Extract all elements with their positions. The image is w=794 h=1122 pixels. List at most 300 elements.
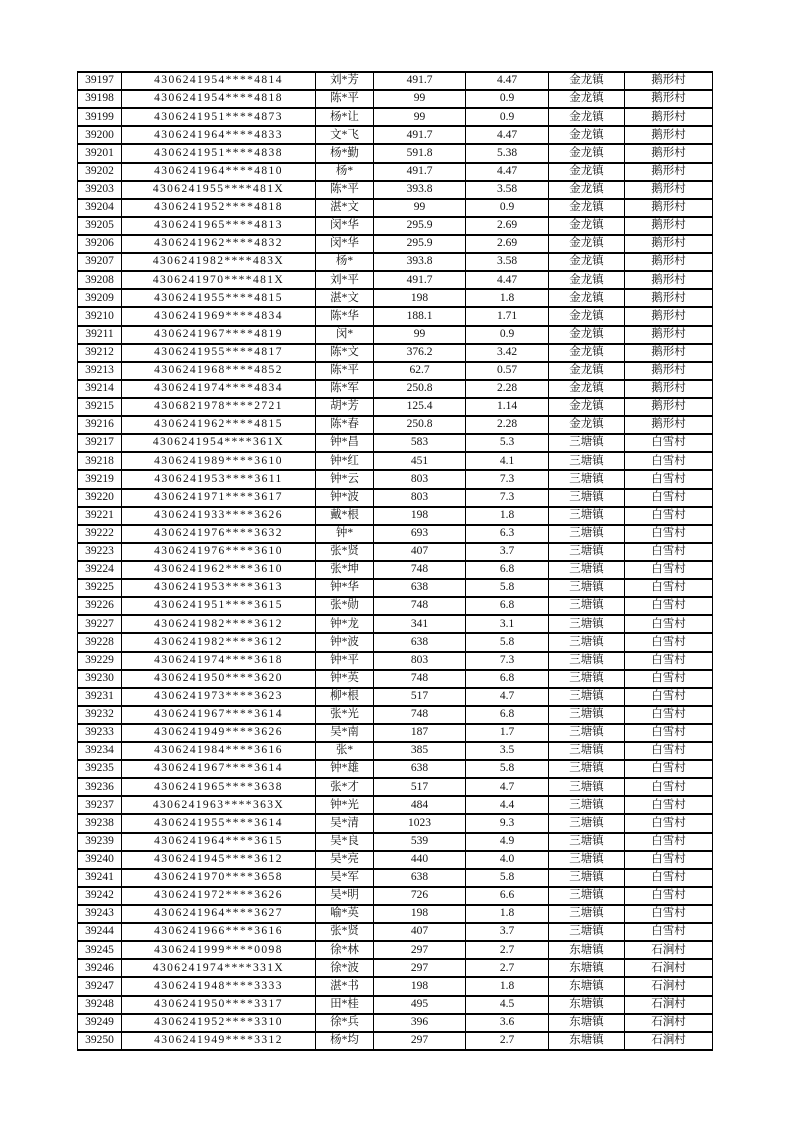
table-row (78, 670, 713, 688)
town-cell: 三塘镇 (549, 597, 625, 615)
town-cell: 东塘镇 (549, 959, 625, 977)
table-row (78, 851, 713, 869)
town-cell: 金龙镇 (549, 181, 625, 199)
table-row (78, 833, 713, 851)
seq-cell: 39228 (78, 633, 122, 651)
id-number-cell: 4306241955****4815 (122, 289, 316, 307)
name-cell: 吴*清 (316, 814, 374, 832)
amount-cell: 99 (374, 326, 466, 344)
name-cell: 张*才 (316, 778, 374, 796)
seq-cell: 39246 (78, 959, 122, 977)
village-cell: 鹅形村 (625, 253, 713, 271)
area-cell: 4.5 (466, 996, 549, 1014)
area-cell: 6.3 (466, 525, 549, 543)
table-row (78, 724, 713, 742)
name-cell: 田*桂 (316, 996, 374, 1014)
amount-cell: 125.4 (374, 398, 466, 416)
seq-cell: 39233 (78, 724, 122, 742)
seq-cell: 39199 (78, 108, 122, 126)
name-cell: 徐*兵 (316, 1014, 374, 1032)
area-cell: 3.58 (466, 253, 549, 271)
name-cell: 吴*南 (316, 724, 374, 742)
table-row (78, 507, 713, 525)
amount-cell: 295.9 (374, 217, 466, 235)
amount-cell: 803 (374, 489, 466, 507)
town-cell: 金龙镇 (549, 344, 625, 362)
village-cell: 白雪村 (625, 543, 713, 561)
amount-cell: 297 (374, 1032, 466, 1050)
village-cell: 鹅形村 (625, 181, 713, 199)
amount-cell: 638 (374, 869, 466, 887)
village-cell: 鹅形村 (625, 380, 713, 398)
table-row (78, 597, 713, 615)
village-cell: 白雪村 (625, 887, 713, 905)
name-cell: 钟*英 (316, 670, 374, 688)
area-cell: 4.47 (466, 72, 549, 90)
village-cell: 鹅形村 (625, 344, 713, 362)
village-cell: 石涧村 (625, 941, 713, 959)
seq-cell: 39215 (78, 398, 122, 416)
village-cell: 石涧村 (625, 1014, 713, 1032)
table-row (78, 688, 713, 706)
table-row (78, 1014, 713, 1032)
table-row (78, 796, 713, 814)
seq-cell: 39222 (78, 525, 122, 543)
seq-cell: 39204 (78, 199, 122, 217)
id-number-cell: 4306241971****3617 (122, 489, 316, 507)
seq-cell: 39236 (78, 778, 122, 796)
id-number-cell: 4306241955****4817 (122, 344, 316, 362)
town-cell: 金龙镇 (549, 289, 625, 307)
id-number-cell: 4306241982****3612 (122, 633, 316, 651)
village-cell: 石涧村 (625, 959, 713, 977)
name-cell: 吴*明 (316, 887, 374, 905)
table-row (78, 344, 713, 362)
table-row (78, 452, 713, 470)
amount-cell: 517 (374, 778, 466, 796)
area-cell: 7.3 (466, 652, 549, 670)
table-row (78, 144, 713, 162)
village-cell: 白雪村 (625, 905, 713, 923)
amount-cell: 341 (374, 615, 466, 633)
town-cell: 三塘镇 (549, 543, 625, 561)
id-number-cell: 4306241970****3658 (122, 869, 316, 887)
name-cell: 闵* (316, 326, 374, 344)
village-cell: 白雪村 (625, 633, 713, 651)
table-row (78, 869, 713, 887)
name-cell: 钟*昌 (316, 434, 374, 452)
table-row (78, 416, 713, 434)
name-cell: 钟*波 (316, 633, 374, 651)
name-cell: 刘*芳 (316, 72, 374, 90)
name-cell: 钟*波 (316, 489, 374, 507)
name-cell: 戴*根 (316, 507, 374, 525)
table-row (78, 90, 713, 108)
id-number-cell: 4306241962****4832 (122, 235, 316, 253)
table-row (78, 253, 713, 271)
area-cell: 4.7 (466, 778, 549, 796)
village-cell: 白雪村 (625, 724, 713, 742)
id-number-cell: 4306241954****4818 (122, 90, 316, 108)
id-number-cell: 4306241949****3312 (122, 1032, 316, 1050)
amount-cell: 1023 (374, 814, 466, 832)
amount-cell: 517 (374, 688, 466, 706)
village-cell: 白雪村 (625, 796, 713, 814)
town-cell: 三塘镇 (549, 778, 625, 796)
amount-cell: 385 (374, 742, 466, 760)
town-cell: 金龙镇 (549, 144, 625, 162)
town-cell: 金龙镇 (549, 307, 625, 325)
name-cell: 陈*军 (316, 380, 374, 398)
seq-cell: 39197 (78, 72, 122, 90)
area-cell: 3.5 (466, 742, 549, 760)
amount-cell: 295.9 (374, 235, 466, 253)
village-cell: 白雪村 (625, 470, 713, 488)
village-cell: 白雪村 (625, 561, 713, 579)
amount-cell: 407 (374, 543, 466, 561)
name-cell: 吴*亮 (316, 851, 374, 869)
id-number-cell: 4306241982****3612 (122, 615, 316, 633)
id-number-cell: 4306241965****4813 (122, 217, 316, 235)
table-row (78, 108, 713, 126)
name-cell: 钟*光 (316, 796, 374, 814)
id-number-cell: 4306241964****4833 (122, 126, 316, 144)
seq-cell: 39242 (78, 887, 122, 905)
town-cell: 三塘镇 (549, 579, 625, 597)
name-cell: 吴*军 (316, 869, 374, 887)
seq-cell: 39210 (78, 307, 122, 325)
area-cell: 5.8 (466, 633, 549, 651)
area-cell: 1.8 (466, 977, 549, 995)
name-cell: 文*飞 (316, 126, 374, 144)
id-number-cell: 4306241952****3310 (122, 1014, 316, 1032)
table-row (78, 652, 713, 670)
id-number-cell: 4306241974****4834 (122, 380, 316, 398)
village-cell: 白雪村 (625, 579, 713, 597)
seq-cell: 39227 (78, 615, 122, 633)
table-row (78, 923, 713, 941)
area-cell: 3.58 (466, 181, 549, 199)
town-cell: 三塘镇 (549, 742, 625, 760)
id-number-cell: 4306241955****481X (122, 181, 316, 199)
seq-cell: 39225 (78, 579, 122, 597)
village-cell: 鹅形村 (625, 72, 713, 90)
id-number-cell: 4306241969****4834 (122, 307, 316, 325)
amount-cell: 638 (374, 579, 466, 597)
name-cell: 杨*勤 (316, 144, 374, 162)
table-row (78, 217, 713, 235)
village-cell: 白雪村 (625, 778, 713, 796)
name-cell: 陈*文 (316, 344, 374, 362)
name-cell: 张*坤 (316, 561, 374, 579)
name-cell: 陈*春 (316, 416, 374, 434)
id-number-cell: 4306241962****3610 (122, 561, 316, 579)
amount-cell: 451 (374, 452, 466, 470)
id-number-cell: 4306241973****3623 (122, 688, 316, 706)
town-cell: 金龙镇 (549, 416, 625, 434)
table-row (78, 706, 713, 724)
amount-cell: 187 (374, 724, 466, 742)
id-number-cell: 4306241953****3611 (122, 470, 316, 488)
village-cell: 鹅形村 (625, 235, 713, 253)
amount-cell: 748 (374, 597, 466, 615)
seq-cell: 39212 (78, 344, 122, 362)
table-row (78, 525, 713, 543)
area-cell: 1.8 (466, 289, 549, 307)
table-row (78, 489, 713, 507)
amount-cell: 198 (374, 507, 466, 525)
table-row (78, 126, 713, 144)
id-number-cell: 4306241964****3615 (122, 833, 316, 851)
area-cell: 5.3 (466, 434, 549, 452)
village-cell: 白雪村 (625, 706, 713, 724)
id-number-cell: 4306241955****3614 (122, 814, 316, 832)
seq-cell: 39240 (78, 851, 122, 869)
table-row (78, 199, 713, 217)
town-cell: 东塘镇 (549, 996, 625, 1014)
amount-cell: 376.2 (374, 344, 466, 362)
seq-cell: 39202 (78, 163, 122, 181)
amount-cell: 491.7 (374, 271, 466, 289)
seq-cell: 39214 (78, 380, 122, 398)
name-cell: 胡*芳 (316, 398, 374, 416)
village-cell: 白雪村 (625, 869, 713, 887)
name-cell: 闵*华 (316, 217, 374, 235)
id-number-cell: 4306241962****4815 (122, 416, 316, 434)
seq-cell: 39243 (78, 905, 122, 923)
area-cell: 3.42 (466, 344, 549, 362)
village-cell: 白雪村 (625, 652, 713, 670)
town-cell: 三塘镇 (549, 561, 625, 579)
id-number-cell: 4306241967****3614 (122, 706, 316, 724)
name-cell: 钟* (316, 525, 374, 543)
village-cell: 白雪村 (625, 452, 713, 470)
village-cell: 鹅形村 (625, 271, 713, 289)
id-number-cell: 4306241951****3615 (122, 597, 316, 615)
area-cell: 3.7 (466, 923, 549, 941)
amount-cell: 539 (374, 833, 466, 851)
area-cell: 0.57 (466, 362, 549, 380)
id-number-cell: 4306241949****3626 (122, 724, 316, 742)
town-cell: 三塘镇 (549, 489, 625, 507)
name-cell: 陈*平 (316, 362, 374, 380)
table-row (78, 579, 713, 597)
area-cell: 6.8 (466, 706, 549, 724)
seq-cell: 39234 (78, 742, 122, 760)
area-cell: 4.47 (466, 271, 549, 289)
amount-cell: 393.8 (374, 253, 466, 271)
amount-cell: 250.8 (374, 416, 466, 434)
name-cell: 张* (316, 742, 374, 760)
village-cell: 鹅形村 (625, 326, 713, 344)
village-cell: 白雪村 (625, 670, 713, 688)
area-cell: 2.7 (466, 941, 549, 959)
id-number-cell: 4306241989****3610 (122, 452, 316, 470)
town-cell: 金龙镇 (549, 90, 625, 108)
amount-cell: 393.8 (374, 181, 466, 199)
table-row (78, 543, 713, 561)
id-number-cell: 4306241945****3612 (122, 851, 316, 869)
amount-cell: 62.7 (374, 362, 466, 380)
village-cell: 白雪村 (625, 742, 713, 760)
seq-cell: 39250 (78, 1032, 122, 1050)
area-cell: 3.7 (466, 543, 549, 561)
id-number-cell: 4306241976****3632 (122, 525, 316, 543)
amount-cell: 188.1 (374, 307, 466, 325)
village-cell: 鹅形村 (625, 90, 713, 108)
seq-cell: 39224 (78, 561, 122, 579)
amount-cell: 748 (374, 706, 466, 724)
seq-cell: 39235 (78, 760, 122, 778)
amount-cell: 638 (374, 760, 466, 778)
table-row (78, 398, 713, 416)
village-cell: 白雪村 (625, 597, 713, 615)
name-cell: 杨* (316, 253, 374, 271)
table-row (78, 742, 713, 760)
table-row (78, 235, 713, 253)
id-number-cell: 4306241963****363X (122, 796, 316, 814)
name-cell: 陈*平 (316, 181, 374, 199)
area-cell: 5.38 (466, 144, 549, 162)
id-number-cell: 4306241954****4814 (122, 72, 316, 90)
id-number-cell: 4306241964****3627 (122, 905, 316, 923)
seq-cell: 39232 (78, 706, 122, 724)
village-cell: 鹅形村 (625, 108, 713, 126)
table-row (78, 434, 713, 452)
id-number-cell: 4306241950****3317 (122, 996, 316, 1014)
area-cell: 2.28 (466, 380, 549, 398)
id-number-cell: 4306821978****2721 (122, 398, 316, 416)
area-cell: 1.8 (466, 905, 549, 923)
table-row (78, 814, 713, 832)
village-cell: 鹅形村 (625, 163, 713, 181)
table-row (78, 163, 713, 181)
town-cell: 三塘镇 (549, 452, 625, 470)
amount-cell: 591.8 (374, 144, 466, 162)
seq-cell: 39205 (78, 217, 122, 235)
amount-cell: 99 (374, 108, 466, 126)
seq-cell: 39226 (78, 597, 122, 615)
amount-cell: 803 (374, 470, 466, 488)
name-cell: 陈*华 (316, 307, 374, 325)
name-cell: 柳*根 (316, 688, 374, 706)
name-cell: 张*贤 (316, 923, 374, 941)
id-number-cell: 4306241976****3610 (122, 543, 316, 561)
town-cell: 三塘镇 (549, 652, 625, 670)
village-cell: 白雪村 (625, 851, 713, 869)
village-cell: 白雪村 (625, 489, 713, 507)
table-row (78, 289, 713, 307)
seq-cell: 39201 (78, 144, 122, 162)
id-number-cell: 4306241964****4810 (122, 163, 316, 181)
amount-cell: 198 (374, 289, 466, 307)
town-cell: 三塘镇 (549, 688, 625, 706)
id-number-cell: 4306241999****0098 (122, 941, 316, 959)
table-row (78, 470, 713, 488)
town-cell: 三塘镇 (549, 706, 625, 724)
id-number-cell: 4306241953****3613 (122, 579, 316, 597)
table-row (78, 905, 713, 923)
name-cell: 钟*红 (316, 452, 374, 470)
town-cell: 三塘镇 (549, 869, 625, 887)
village-cell: 白雪村 (625, 833, 713, 851)
town-cell: 金龙镇 (549, 380, 625, 398)
name-cell: 钟*雄 (316, 760, 374, 778)
name-cell: 钟*龙 (316, 615, 374, 633)
seq-cell: 39200 (78, 126, 122, 144)
id-number-cell: 4306241966****3616 (122, 923, 316, 941)
seq-cell: 39241 (78, 869, 122, 887)
name-cell: 钟*华 (316, 579, 374, 597)
name-cell: 徐*波 (316, 959, 374, 977)
amount-cell: 726 (374, 887, 466, 905)
table-row (78, 615, 713, 633)
village-cell: 白雪村 (625, 525, 713, 543)
seq-cell: 39211 (78, 326, 122, 344)
town-cell: 金龙镇 (549, 217, 625, 235)
area-cell: 2.69 (466, 217, 549, 235)
name-cell: 杨* (316, 163, 374, 181)
amount-cell: 99 (374, 199, 466, 217)
seq-cell: 39206 (78, 235, 122, 253)
town-cell: 三塘镇 (549, 833, 625, 851)
area-cell: 6.8 (466, 597, 549, 615)
town-cell: 金龙镇 (549, 271, 625, 289)
area-cell: 3.6 (466, 1014, 549, 1032)
id-number-cell: 4306241968****4852 (122, 362, 316, 380)
id-number-cell: 4306241933****3626 (122, 507, 316, 525)
area-cell: 6.8 (466, 561, 549, 579)
table-row (78, 561, 713, 579)
name-cell: 张*光 (316, 706, 374, 724)
seq-cell: 39249 (78, 1014, 122, 1032)
seq-cell: 39209 (78, 289, 122, 307)
town-cell: 三塘镇 (549, 525, 625, 543)
area-cell: 1.8 (466, 507, 549, 525)
seq-cell: 39230 (78, 670, 122, 688)
area-cell: 2.7 (466, 959, 549, 977)
area-cell: 6.8 (466, 670, 549, 688)
amount-cell: 748 (374, 561, 466, 579)
seq-cell: 39218 (78, 452, 122, 470)
area-cell: 1.7 (466, 724, 549, 742)
records-table-body (78, 72, 713, 1050)
name-cell: 吴*良 (316, 833, 374, 851)
table-row (78, 887, 713, 905)
table-row (78, 996, 713, 1014)
id-number-cell: 4306241967****3614 (122, 760, 316, 778)
area-cell: 4.7 (466, 688, 549, 706)
area-cell: 1.71 (466, 307, 549, 325)
seq-cell: 39198 (78, 90, 122, 108)
area-cell: 1.14 (466, 398, 549, 416)
seq-cell: 39221 (78, 507, 122, 525)
village-cell: 白雪村 (625, 615, 713, 633)
table-row (78, 941, 713, 959)
amount-cell: 99 (374, 90, 466, 108)
id-number-cell: 4306241965****3638 (122, 778, 316, 796)
village-cell: 鹅形村 (625, 307, 713, 325)
id-number-cell: 4306241948****3333 (122, 977, 316, 995)
town-cell: 三塘镇 (549, 615, 625, 633)
seq-cell: 39237 (78, 796, 122, 814)
id-number-cell: 4306241954****361X (122, 434, 316, 452)
name-cell: 湛*文 (316, 289, 374, 307)
area-cell: 4.4 (466, 796, 549, 814)
table-row (78, 271, 713, 289)
town-cell: 三塘镇 (549, 814, 625, 832)
town-cell: 金龙镇 (549, 326, 625, 344)
